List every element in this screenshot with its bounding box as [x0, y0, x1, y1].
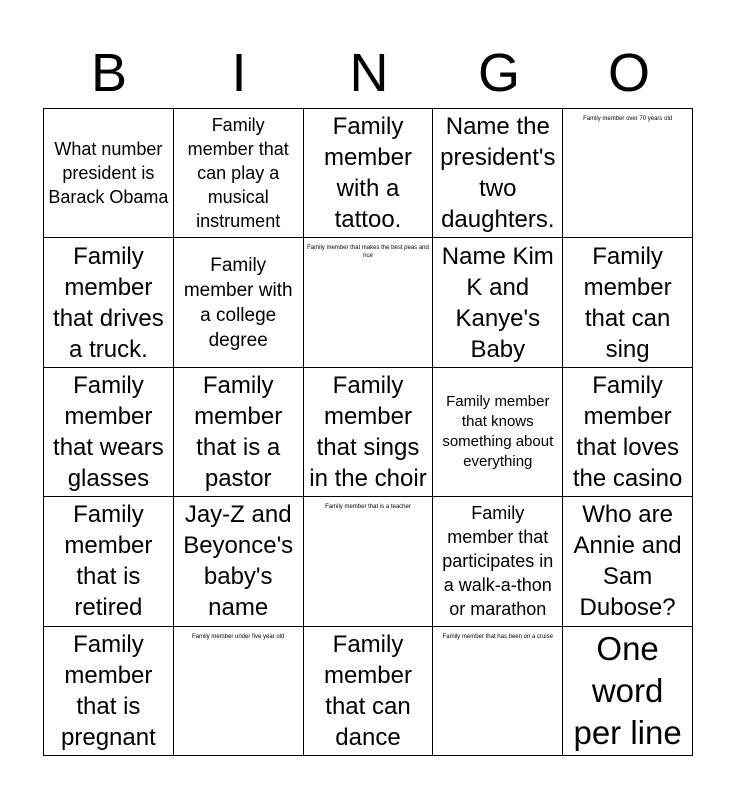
bingo-grid	[43, 108, 693, 756]
bingo-cell[interactable]: Name the president's two daughters.	[433, 109, 563, 238]
bingo-cell[interactable]: One word per line	[563, 627, 693, 756]
header-letter-i: I	[231, 43, 247, 103]
bingo-cell[interactable]: Jay-Z and Beyonce's baby's name	[174, 497, 304, 626]
header-letter-g: G	[477, 43, 520, 103]
bingo-cell[interactable]: Family member that drives a truck.	[44, 238, 174, 367]
header-letter-o: O	[607, 43, 650, 103]
bingo-cell[interactable]: Family member over 70 years old	[563, 109, 693, 238]
header-letter-b: B	[90, 43, 128, 103]
bingo-cell[interactable]: Family member that can dance	[304, 627, 434, 756]
bingo-cell[interactable]: Family member that knows something about everything	[433, 368, 563, 497]
bingo-cell[interactable]: Family member that is pregnant	[44, 627, 174, 756]
bingo-cell[interactable]: Family member that has been on a cruise	[433, 627, 563, 756]
bingo-cell[interactable]: Name Kim K and Kanye's Baby	[433, 238, 563, 367]
bingo-cell[interactable]: Family member that is a pastor	[174, 368, 304, 497]
bingo-cell[interactable]: Family member that can sing	[563, 238, 693, 367]
bingo-cell[interactable]: Family member with a tattoo.	[304, 109, 434, 238]
bingo-cell[interactable]: Family member that is a teacher	[304, 497, 434, 626]
bingo-cell[interactable]: Family member that makes the best peas and rice	[304, 238, 434, 367]
bingo-cell[interactable]: Family member that wears glasses	[44, 368, 174, 497]
bingo-cell[interactable]: Who are Annie and Sam Dubose?	[563, 497, 693, 626]
header-letter-n: N	[349, 43, 389, 103]
bingo-cell[interactable]: Family member under five year old	[174, 627, 304, 756]
bingo-cell[interactable]: Family member that loves the casino	[563, 368, 693, 497]
bingo-cell[interactable]: Family member that is retired	[44, 497, 174, 626]
bingo-cell[interactable]: Family member that participates in a walk-a-thon or marathon	[433, 497, 563, 626]
bingo-cell[interactable]: Family member that can play a musical instrument	[174, 109, 304, 238]
bingo-cell[interactable]: Family member with a college degree	[174, 238, 304, 367]
bingo-cell[interactable]: What number president is Barack Obama	[44, 109, 174, 238]
bingo-header	[44, 38, 694, 108]
bingo-cell[interactable]: Family member that sings in the choir	[304, 368, 434, 497]
